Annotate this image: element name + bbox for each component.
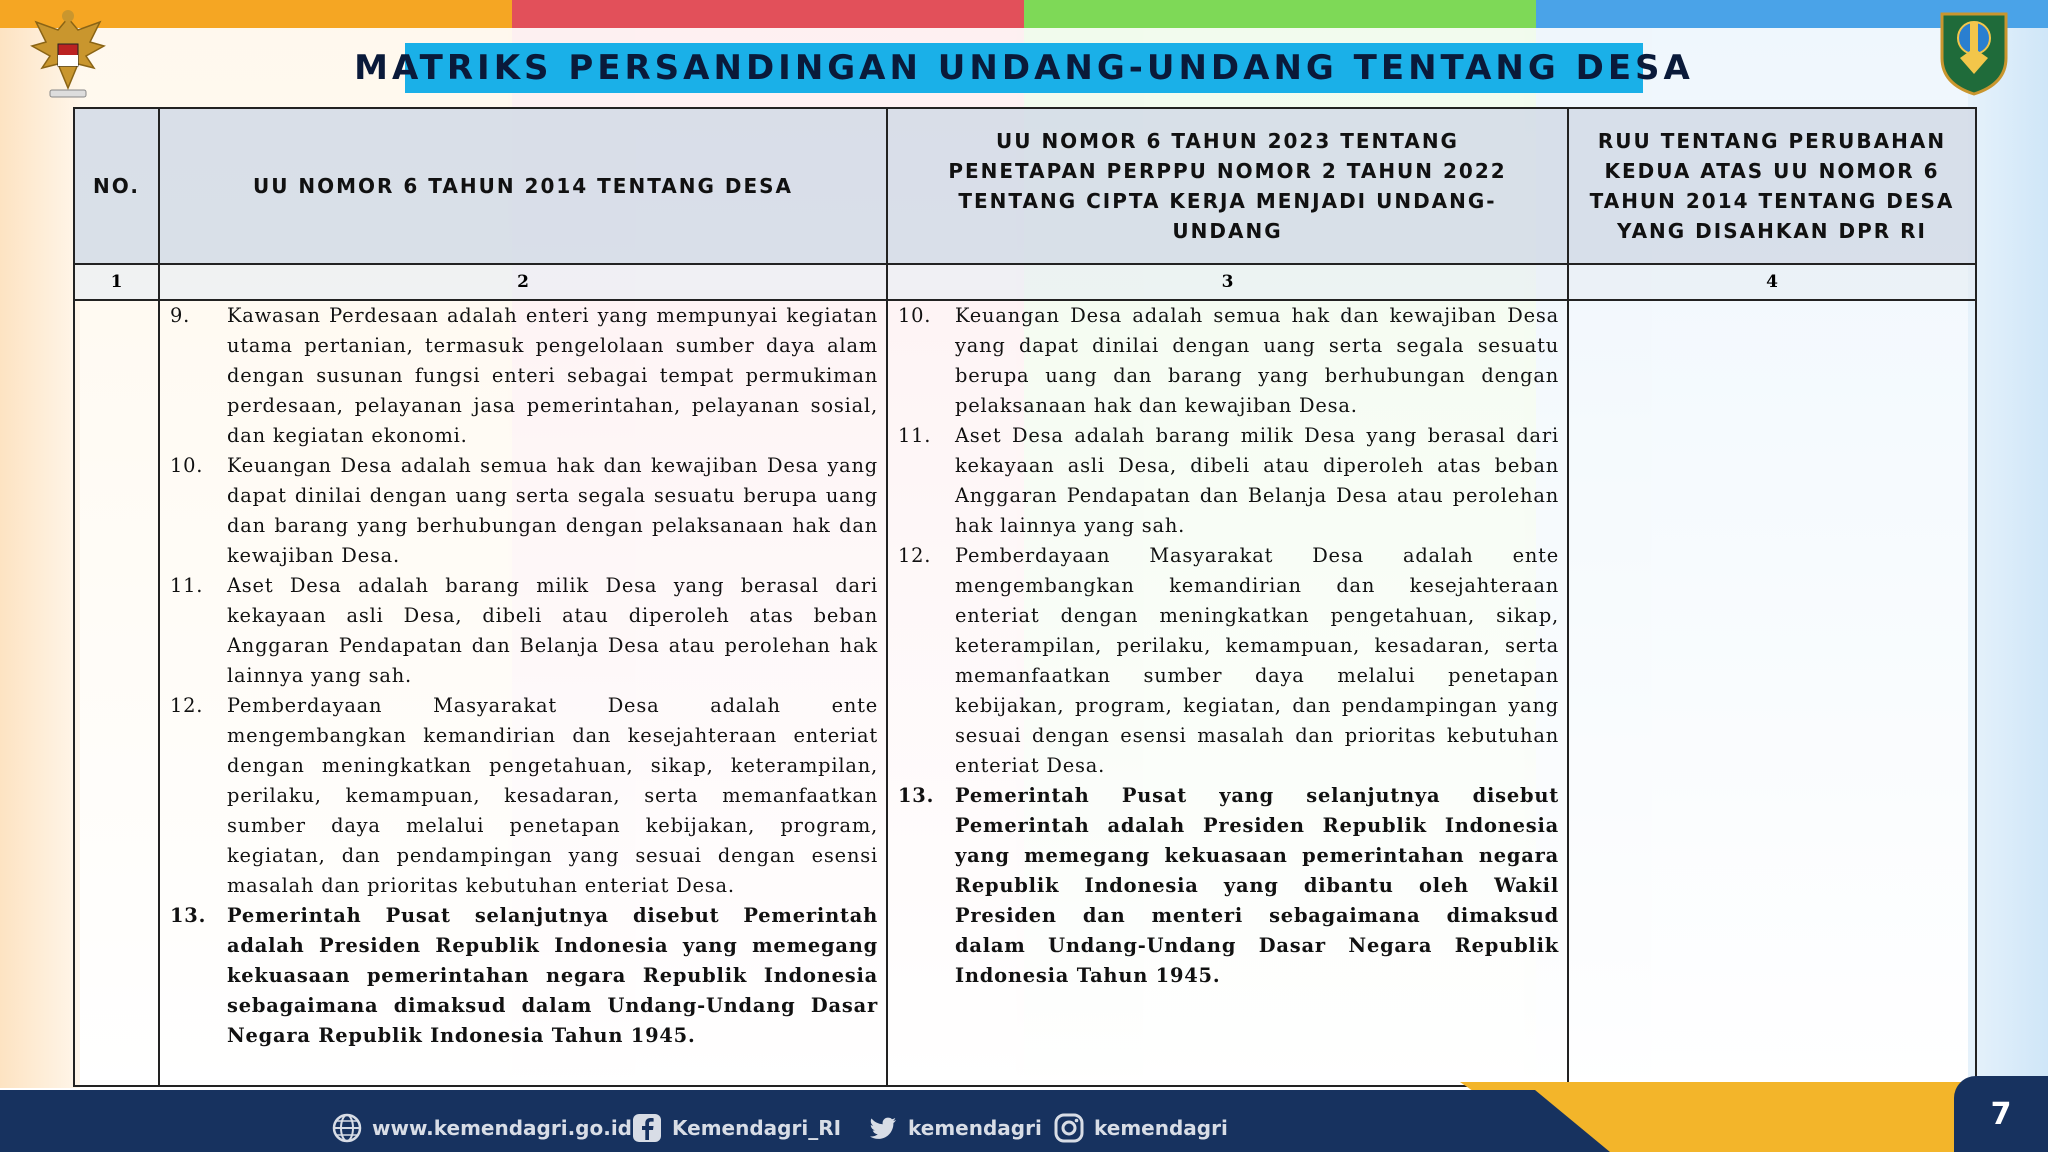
list-item — [170, 451, 878, 571]
page-title: MATRIKS PERSANDINGAN UNDANG-UNDANG TENTANG DESA — [354, 48, 1694, 88]
page-number-box — [1954, 1076, 2048, 1152]
header-ruu: RUU TENTANG PERUBAHAN KEDUA ATAS UU NOMOR 6 TAHUN 2014 TENTANG DESA YANG DISAHKAN DPR RI — [1568, 108, 1976, 264]
item-text: Aset Desa adalah barang milik Desa yang berasal dari kekayaan asli Desa, dibeli atau diperoleh atas beban Anggaran Pendapatan dan Belanja Desa atau perolehan hak lainnya yang sah. — [227, 574, 878, 687]
website-label: www.kemendagri.go.id — [372, 1116, 632, 1140]
uu-2014-cell — [159, 300, 887, 1086]
top-bar-red — [512, 0, 1024, 28]
item-number: 13. — [170, 904, 207, 927]
item-text: Pemerintah Pusat selanjutnya disebut Pemerintah adalah Presiden Republik Indonesia yang memegang kekuasaan pemerintahan negara Republik Indonesia sebagaimana dimaksud dalam Undang-Undang Dasar Negara Republik Indonesia Tahun 1945. — [227, 904, 878, 1047]
list-item — [170, 571, 878, 691]
column-number-row — [74, 264, 1976, 300]
item-text: Pemberdayaan Masyarakat Desa adalah ente mengembangkan kemandirian dan kesejahteraan enteriat dengan meningkatkan pengetahuan, sikap, keterampilan, perilaku, kemampuan, kesadaran, serta memanfaatkan sumber daya melalui penetapan kebijakan, program, kegiatan, dan pendampingan yang sesuai dengan esensi masalah dan prioritas kebutuhan enteriat Desa. — [955, 544, 1559, 777]
top-color-bar — [0, 0, 2048, 28]
garuda-emblem-icon — [28, 8, 108, 100]
column-number: 3 — [887, 264, 1568, 300]
footer-website[interactable] — [330, 1108, 632, 1148]
item-number: 9. — [170, 304, 191, 327]
item-text: Keuangan Desa adalah semua hak dan kewajiban Desa yang dapat dinilai dengan uang serta segala sesuatu berupa uang dan barang yang berhubungan dengan pelaksanaan hak dan kewajiban Desa. — [227, 454, 878, 567]
facebook-icon — [630, 1111, 664, 1145]
header-uu-2023: UU NOMOR 6 TAHUN 2023 TENTANG PENETAPAN PERPPU NOMOR 2 TAHUN 2022 TENTANG CIPTA KERJA MENJADI UNDANG-UNDANG — [887, 108, 1568, 264]
column-number: 1 — [74, 264, 159, 300]
item-number: 11. — [898, 424, 932, 447]
list-item — [170, 301, 878, 451]
list-item — [170, 691, 878, 901]
list-item — [170, 901, 878, 1051]
uu-2023-items — [888, 301, 1567, 991]
list-item — [898, 541, 1559, 781]
footer-facebook[interactable] — [630, 1108, 841, 1148]
item-number: 12. — [170, 694, 204, 717]
page-number: 7 — [1990, 1096, 2012, 1132]
uu-2014-items — [160, 301, 886, 1051]
comparison-table — [73, 107, 1977, 1087]
item-text: Aset Desa adalah barang milik Desa yang berasal dari kekayaan asli Desa, dibeli atau diperoleh atas beban Anggaran Pendapatan dan Belanja Desa atau perolehan hak lainnya yang sah. — [955, 424, 1559, 537]
column-number: 2 — [159, 264, 887, 300]
column-number: 4 — [1568, 264, 1976, 300]
title-banner — [354, 43, 1694, 93]
instagram-icon — [1052, 1111, 1086, 1145]
list-item — [898, 421, 1559, 541]
list-item — [898, 301, 1559, 421]
footer-instagram[interactable] — [1052, 1108, 1228, 1148]
item-text: Kawasan Perdesaan adalah enteri yang mempunyai kegiatan utama pertanian, termasuk pengelolaan sumber daya alam dengan susunan fungsi enteri sebagai tempat permukiman perdesaan, pelayanan jasa pemerintahan, pelayanan sosial, dan kegiatan ekonomi. — [227, 304, 878, 447]
uu-2023-cell — [887, 300, 1568, 1086]
item-text: Keuangan Desa adalah semua hak dan kewajiban Desa yang dapat dinilai dengan uang serta segala sesuatu berupa uang dan barang yang berhubungan dengan pelaksanaan hak dan kewajiban Desa. — [955, 304, 1559, 417]
background-right-strip — [1968, 28, 2048, 1088]
ruu-cell — [1568, 300, 1976, 1086]
header-uu-2014: UU NOMOR 6 TAHUN 2014 TENTANG DESA — [159, 108, 887, 264]
background-left-strip — [0, 28, 80, 1088]
item-number: 11. — [170, 574, 204, 597]
item-number: 12. — [898, 544, 932, 567]
list-item — [898, 781, 1559, 991]
globe-icon — [330, 1111, 364, 1145]
header-no: NO. — [74, 108, 159, 264]
top-bar-green — [1024, 0, 1536, 28]
table-header-row — [74, 108, 1976, 264]
facebook-label: Kemendagri_RI — [672, 1116, 842, 1140]
footer-twitter[interactable] — [866, 1108, 1042, 1148]
item-number: 10. — [170, 454, 204, 477]
instagram-label: kemendagri — [1094, 1116, 1228, 1140]
item-number: 10. — [898, 304, 932, 327]
item-text: Pemerintah Pusat yang selanjutnya disebut Pemerintah adalah Presiden Republik Indonesia yang memegang kekuasaan pemerintahan negara Republik Indonesia yang dibantu oleh Wakil Presiden dan menteri sebagaimana dimaksud dalam Undang-Undang Dasar Negara Republik Indonesia Tahun 1945. — [955, 784, 1559, 987]
item-number: 13. — [898, 784, 935, 807]
twitter-label: kemendagri — [908, 1116, 1042, 1140]
no-cell — [74, 300, 159, 1086]
kemendagri-logo-icon — [1934, 4, 2014, 96]
table-body-row — [74, 300, 1976, 1086]
item-text: Pemberdayaan Masyarakat Desa adalah ente mengembangkan kemandirian dan kesejahteraan enteriat dengan meningkatkan pengetahuan, sikap, keterampilan, perilaku, kemampuan, kesadaran, serta memanfaatkan sumber daya melalui penetapan kebijakan, program, kegiatan, dan pendampingan yang sesuai dengan esensi masalah dan prioritas kebutuhan enteriat Desa. — [227, 694, 878, 897]
twitter-icon — [866, 1111, 900, 1145]
